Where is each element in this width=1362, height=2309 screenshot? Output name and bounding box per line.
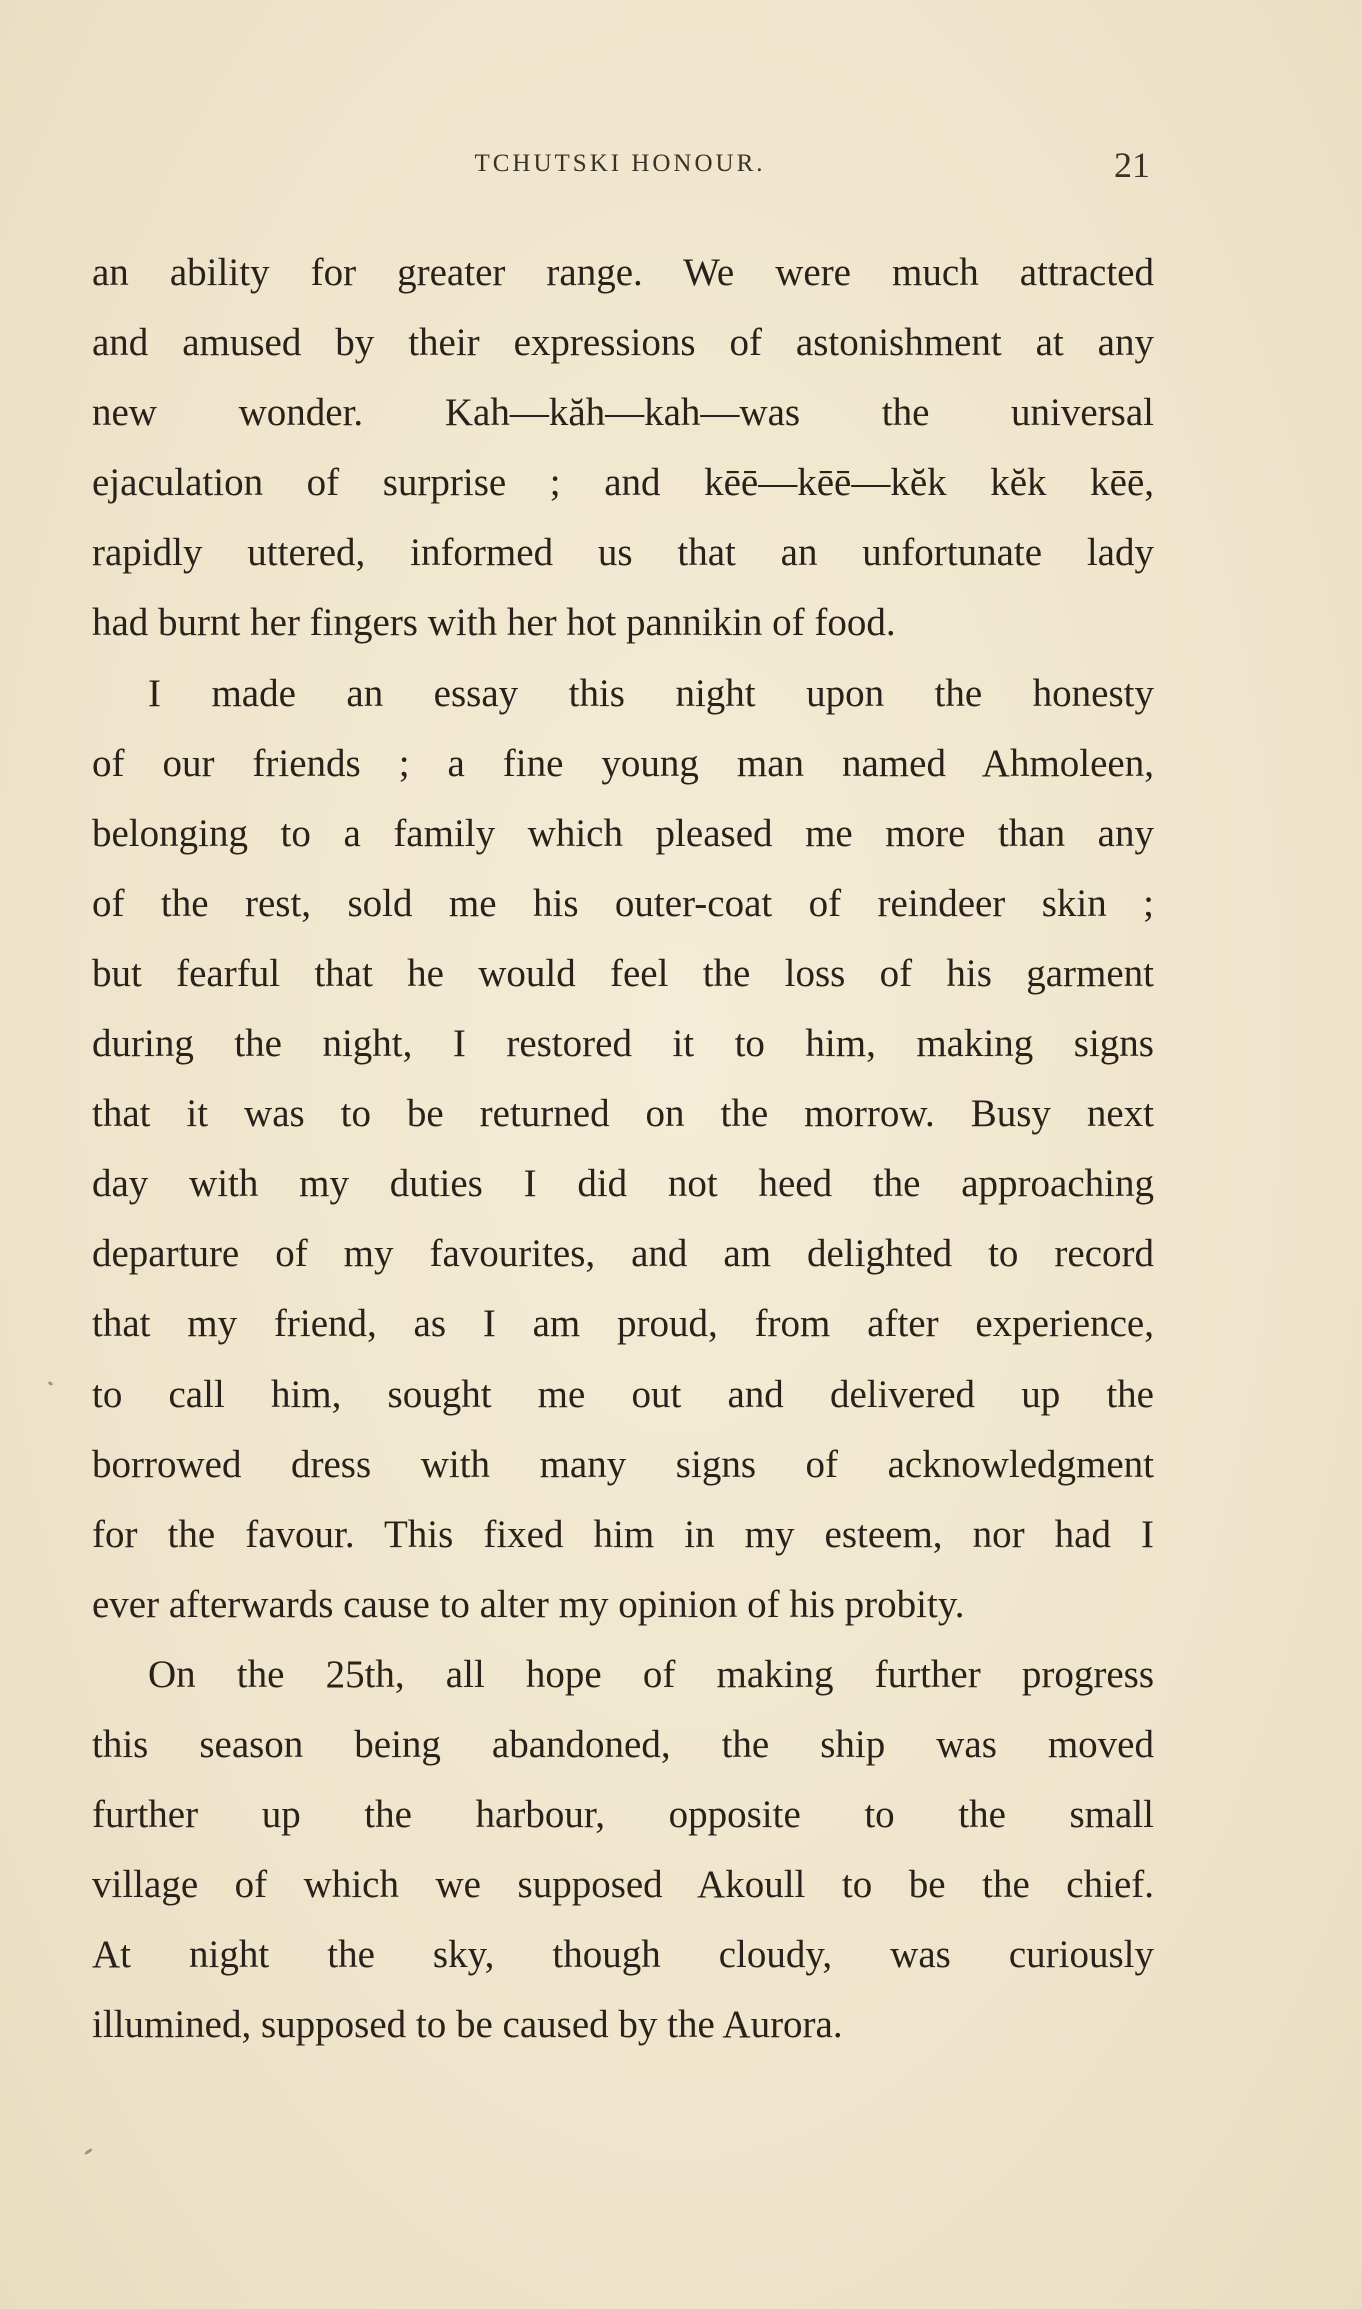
page-number: 21: [1114, 145, 1150, 185]
text-line: departure of my favourites, and am delighted to record: [92, 1232, 1154, 1276]
text-line: that my friend, as I am proud, from after experience,: [92, 1302, 1154, 1346]
text-line: and amused by their expressions of astonishment at any: [92, 321, 1154, 365]
text-line: for the favour. This fixed him in my esteem, nor had I: [92, 1512, 1154, 1556]
text-line: this season being abandoned, the ship was moved: [92, 1722, 1154, 1766]
body-text: [92, 238, 1154, 2060]
text-line: new wonder. Kah—kăh—kah—was the universal: [92, 391, 1154, 435]
text-line: further up the harbour, opposite to the small: [92, 1793, 1154, 1837]
text-line: At night the sky, though cloudy, was curiously: [92, 1933, 1154, 1977]
text-line: illumined, supposed to be caused by the Aurora.: [92, 2003, 843, 2047]
text-line: that it was to be returned on the morrow. Busy next: [92, 1092, 1154, 1136]
text-line: belonging to a family which pleased me more than any: [92, 811, 1154, 855]
text-line: rapidly uttered, informed us that an unfortunate lady: [92, 531, 1154, 575]
running-head: [90, 145, 1150, 190]
text-line: day with my duties I did not heed the approaching: [92, 1162, 1154, 1206]
text-line: an ability for greater range. We were much attracted: [92, 251, 1154, 294]
text-line: to call him, sought me out and delivered up the: [92, 1372, 1154, 1416]
text-line: ejaculation of surprise ; and kēē—kēē—kĕk kĕk kēē,: [92, 461, 1154, 505]
text-line: during the night, I restored it to him, making signs: [92, 1022, 1154, 1066]
text-line-paragraph-start: I made an essay this night upon the honesty: [148, 671, 1154, 715]
text-line: village of which we supposed Akoull to be the chief.: [92, 1863, 1154, 1907]
paper-speck: [48, 1381, 54, 1386]
text-line: had burnt her fingers with her hot pannikin of food.: [92, 601, 896, 645]
text-line: of the rest, sold me his outer-coat of reindeer skin ;: [92, 881, 1154, 925]
text-line-paragraph-start: On the 25th, all hope of making further progress: [148, 1652, 1154, 1696]
text-line: but fearful that he would feel the loss of his garment: [92, 951, 1154, 995]
paper-speck: [84, 2148, 93, 2156]
running-title: TCHUTSKI HONOUR.: [474, 150, 766, 177]
text-line: of our friends ; a fine young man named Ahmoleen,: [92, 741, 1154, 785]
text-line: ever afterwards cause to alter my opinion of his probity.: [92, 1582, 965, 1626]
text-line: borrowed dress with many signs of acknowledgment: [92, 1442, 1154, 1486]
